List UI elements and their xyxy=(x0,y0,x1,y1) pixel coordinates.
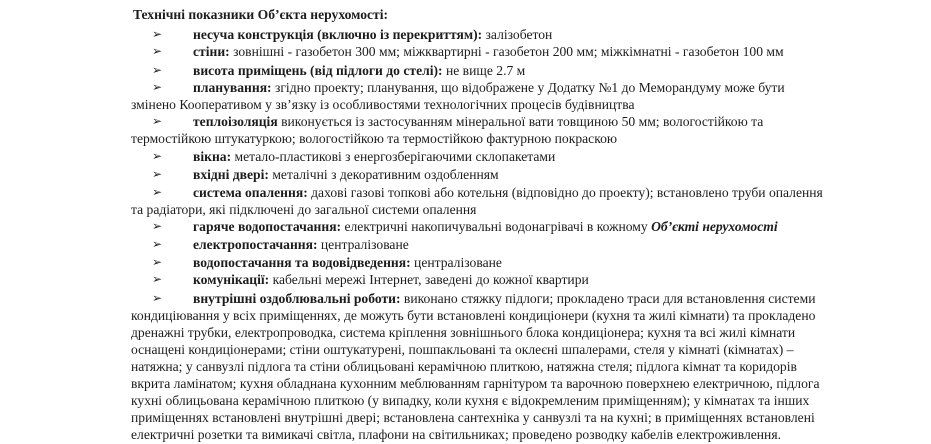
item-text: централізоване xyxy=(320,237,409,252)
item-text: електричні накопичувальні водонагрівачі в кожному xyxy=(344,219,648,234)
item-label: теплоізоляція xyxy=(193,114,278,129)
item-continuation: вкрита ламінатом; кухня обладнана кухонним меблюванням гарнітуром та варочною поверхнею електричною, підлога xyxy=(131,376,820,391)
list-item xyxy=(193,113,763,130)
item-emphasis: Об’єкті нерухомості xyxy=(651,219,778,234)
item-continuation: кухні облицьована керамічною плиткою (у випадку, коли кухня є відокремленим приміщенням); у кімнатах та інших xyxy=(131,393,810,408)
bullet-arrow-icon: ➢ xyxy=(152,63,163,77)
bullet-arrow-icon: ➢ xyxy=(152,167,163,181)
list-item xyxy=(193,236,409,253)
item-continuation: приміщеннях встановлені внутрішні двері; встановлена сантехніка у санвузлі та на кухні; в приміщеннях встановлені xyxy=(131,410,815,425)
item-text: не вище 2.7 м xyxy=(445,63,526,78)
bullet-arrow-icon: ➢ xyxy=(152,255,163,269)
item-continuation: натяжна; у санвузлі підлога та стіни облицьовані керамічною плиткою, натяжна стеля; підлога кімнат та коридорів xyxy=(131,359,797,374)
item-label: планування: xyxy=(193,80,272,95)
list-item xyxy=(193,218,778,235)
item-label: висота приміщень (від підлоги до стелі): xyxy=(193,63,443,78)
item-text: зовнішні - газобетон 300 мм; міжквартирні - газобетон 200 мм; міжкімнатні - газобетон 100 мм xyxy=(233,44,784,59)
item-text: метало-пластикові з енергозберігаючими склопакетами xyxy=(234,149,556,164)
list-item xyxy=(193,148,555,165)
item-text: кабельні мережі Інтернет, заведені до кожної квартири xyxy=(272,272,589,287)
bullet-arrow-icon: ➢ xyxy=(152,27,163,41)
item-label: водопостачання та водовідведення: xyxy=(193,255,411,270)
item-label: несуча конструкція (включно із перекриттям): xyxy=(193,27,483,42)
bullet-arrow-icon: ➢ xyxy=(152,114,163,128)
list-item xyxy=(193,79,785,96)
item-label: гаряче водопостачання: xyxy=(193,219,342,234)
item-continuation: електричні розетки та вимикачі світла, плафони на світильниках; проведено розводку кабелів електроживлення. xyxy=(131,427,781,442)
bullet-arrow-icon: ➢ xyxy=(152,80,163,94)
item-continuation: та радіатори, які підключені до загальної системи опалення xyxy=(131,202,477,217)
list-item xyxy=(193,254,502,271)
list-item xyxy=(193,166,499,183)
section-heading: Технічні показники Об’єкта нерухомості: xyxy=(133,7,389,22)
bullet-arrow-icon: ➢ xyxy=(152,149,163,163)
bullet-arrow-icon: ➢ xyxy=(152,291,163,305)
bullet-arrow-icon: ➢ xyxy=(152,185,163,199)
item-label: вікна: xyxy=(193,149,232,164)
item-label: вхідні двері: xyxy=(193,167,269,182)
item-label: стіни: xyxy=(193,44,230,59)
item-continuation: кондиціювання у всіх приміщеннях, де можуть бути встановлені кондиціонери (кухня та жилі кімнати) та прокладено xyxy=(131,308,816,323)
list-item xyxy=(193,184,823,201)
item-text: металічні з декоративним оздобленням xyxy=(272,167,499,182)
item-label: внутрішні оздоблювальні роботи: xyxy=(193,291,401,306)
list-item xyxy=(193,62,525,79)
list-item xyxy=(193,26,552,43)
item-text: згідно проекту; планування, що відображене у Додатку №1 до Меморандуму може бути xyxy=(274,80,785,95)
item-text: централізоване xyxy=(414,255,502,270)
item-label: електропостачання: xyxy=(193,237,318,252)
item-text: залізобетон xyxy=(485,27,553,42)
item-label: система опалення: xyxy=(193,185,308,200)
list-item xyxy=(193,290,815,307)
item-text: виконано стяжку підлоги; прокладено траси для встановлення системи xyxy=(403,291,816,306)
bullet-arrow-icon: ➢ xyxy=(152,44,163,58)
item-label: комунікації: xyxy=(193,272,270,287)
item-continuation: оснащені кондиціонерами; стіни оштукатурені, пошпакльовані та оклеєні шпалерами, стеля у кімнаті (кімнатах) – xyxy=(131,342,794,357)
item-continuation: термостійкою штукатуркою; вологостійкою та термостійкою фактурною покраскою xyxy=(131,131,618,146)
list-item xyxy=(193,271,589,288)
item-text: виконується із застосуванням мінеральної вати товщиною 50 мм; вологостійкою та xyxy=(281,114,764,129)
item-continuation: змінено Кооперативом у зв’язку із особливостями технологічних процесів будівництва xyxy=(131,97,635,112)
item-continuation: дренажні трубки, електропроводка, система кріплення зовнішнього блока кондиціонера; кухня та всі жилі кімнати xyxy=(131,325,796,340)
bullet-arrow-icon: ➢ xyxy=(152,237,163,251)
bullet-arrow-icon: ➢ xyxy=(152,272,163,286)
bullet-arrow-icon: ➢ xyxy=(152,219,163,233)
item-text: дахові газові топкові або котельня (відповідно до проекту); встановлено труби опалення xyxy=(311,185,823,200)
list-item xyxy=(193,43,784,60)
